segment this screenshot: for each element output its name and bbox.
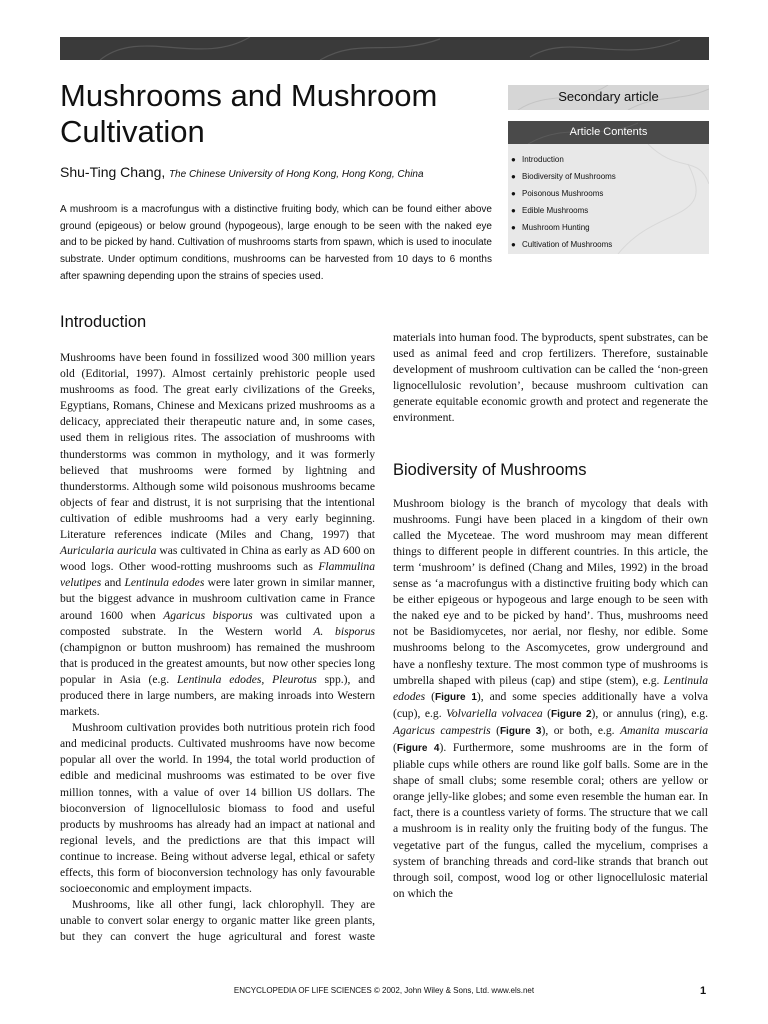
contents-item-label: Edible Mushrooms [522,206,589,215]
introduction-paragraph-3-continued [393,330,708,427]
contents-item-label: Biodiversity of Mushrooms [522,172,616,181]
contents-item-label: Cultivation of Mushrooms [522,240,613,249]
contents-heading: Article Contents [569,126,648,138]
figure-1-link[interactable]: Figure 1 [435,691,477,703]
bullet-icon: ● [511,189,516,198]
left-column [60,312,375,945]
contents-panel [508,144,709,254]
right-column [393,330,708,902]
author-line [60,164,424,180]
decorative-swirl-pattern [60,37,709,60]
page-number: 1 [700,985,707,997]
figure-3-link[interactable]: Figure 3 [499,725,542,737]
author-affiliation: The Chinese University of Hong Kong, Hong Kong, China [168,169,424,180]
contents-item-label: Poisonous Mushrooms [522,189,604,198]
contents-item[interactable] [508,168,709,185]
contents-item[interactable] [508,151,709,168]
contents-item[interactable] [508,219,709,236]
footer-citation: ENCYCLOPEDIA OF LIFE SCIENCES © 2002, John Wiley & Sons, Ltd. www.els.net [233,986,535,995]
introduction-heading: Introduction [60,313,147,331]
figure-4-link[interactable]: Figure 4 [396,742,440,754]
contents-item[interactable] [508,202,709,219]
abstract: A mushroom is a macrofungus with a distinctive fruiting body, which can be found either above ground (epigeous) or below ground (hypogeous), large enough to be seen with the naked eye and to be picked by hand. Cultivation of mushrooms starts from spawn, which is used to inoculate substrate. Under optimum conditions, mushrooms can be harvested from 10 days to 6 months after spawning depending upon the strains of species used. [60,204,492,282]
bullet-icon: ● [511,172,516,181]
header-band [60,37,709,60]
introduction-paragraph-3-continued-text: materials into human food. The byproducts, spent substrates, can be used as animal feed and crop fertilizers. Therefore, sustainable development of mushroom cultivation can be called the ‘non-green lignocellulosic revolution’, because mushroom cultivation can generate equitable economic growth and protect and regenerate the environment. [393,331,708,425]
contents-item[interactable] [508,185,709,202]
bullet-icon: ● [511,240,516,249]
author-name: Shu-Ting Chang, [60,164,166,180]
biodiversity-paragraph: Mushroom biology is the branch of mycology that deals with mushrooms. Fungi have been placed in a kingdom of their own called the Myceteae. The word mushroom may mean different things to different people in different countries. In this article, the term ‘mushroom’ is defined (Chang and Miles, 1992) in the broad sense as ‘a macrofungus with a distinctive fruiting body which can be either epigeous or hypogeous and large enough to be seen with the naked eye and to be picked by hand’. Thus, mushrooms need not be Basidiomycetes, nor aerial, nor fleshy, nor edible. Some mushrooms belong to the Ascomycetes, grow underground and have a nonfleshy texture. The most common type of mushrooms is umbrella shaped with pileus (cap) and stipe (stem), e.g. Lentinula edodes (Figure 1), and some species additionally have a volva (cup), e.g. Volvariella volvacea (Figure 2), or annulus (ring), e.g. Agaricus campestris (Figure 3), or both, e.g. Amanita muscaria (Figure 4). Furthermore, some mushrooms are in the form of pliable cups while others are round like golf balls. Some are in the shape of small clubs; some resemble coral; others are yellow or orange jelly-like globes; and some even resemble the human ear. In fact, there is a countless variety of forms. The structure that we call a mushroom is in reality only the fruiting body of the fungus. The vegetative part of the fungus, called the mycelium, comprises a system of branching threads and cord-like strands that branch out through soil, compost, wood log or other lignocellulosic material on which the [393,496,709,900]
biodiversity-heading: Biodiversity of Mushrooms [393,460,587,479]
contents-item-label: Mushroom Hunting [522,223,590,232]
article-title: Mushrooms and Mushroom Cultivation [60,78,438,149]
contents-item-label: Introduction [522,155,564,164]
article-type-box [508,85,709,110]
contents-list [508,144,709,253]
contents-header [508,121,709,144]
bullet-icon: ● [511,223,516,232]
introduction-paragraph-1: Mushrooms have been found in fossilized wood 300 million years old (Editorial, 1997). Almost certainly prehistoric people used mushrooms as food. The great early civilizations of the Greeks, Egyptians, Romans, Chinese and Mexicans prized mushrooms as a delicacy, appreciated their therapeutic nature and, in some cases, used them in religious rites. The association of mushrooms with thunderstorms was common in mythology, and it was formerly believed that mushrooms were formed by lightning and thunderstorms. Although some wild poisonous mushrooms became objects of fear and distrust, it is not surprising that the intentional cultivation of edible mushrooms had a very early beginning. Literature references indicate (Miles and Chang, 1997) that Auricularia auricula was cultivated in China as early as AD 600 on wood logs. Other wood-rotting mushrooms such as Flammulina velutipes and Lentinula edodes were later grown in similar manner, but the biggest advance in mushroom cultivation came in France around 1600 when Agaricus bisporus was cultivated upon a composted substrate. In the Western world A. bisporus (champignon or button mushroom) has remained the mushroom that is produced in the greatest amounts, but now other species long popular in Asia (e.g. Lentinula edodes, Pleurotus spp.), and produced there in large numbers, are making inroads into Western markets. [60,351,376,719]
contents-item[interactable] [508,236,709,253]
introduction-paragraph-3: Mushrooms, like all other fungi, lack chlorophyll. They are unable to convert solar energy to organic matter like green plants, but they can convert the huge agricultural and forest waste [60,898,375,944]
article-type-label: Secondary article [558,89,659,104]
bullet-icon: ● [511,206,516,215]
figure-2-link[interactable]: Figure 2 [551,708,592,720]
bullet-icon: ● [511,155,516,164]
introduction-paragraph-2: Mushroom cultivation provides both nutritious protein rich food and medicinal products. Cultivated mushrooms have now become popular all over the world. In 1994, the total world production of edible and medicinal mushrooms was estimated to be over five million tonnes, with a value of over 14 billion US dollars. The bioconversion of lignocellulosic biomass to food and useful products by mushrooms has already had an impact at national and regional levels, and the predictions are that this impact will continue to increase. Being without adverse legal, ethical or safety effects, this form of bioconversion technology has only favourable socioeconomic and employment impacts. [60,721,375,896]
